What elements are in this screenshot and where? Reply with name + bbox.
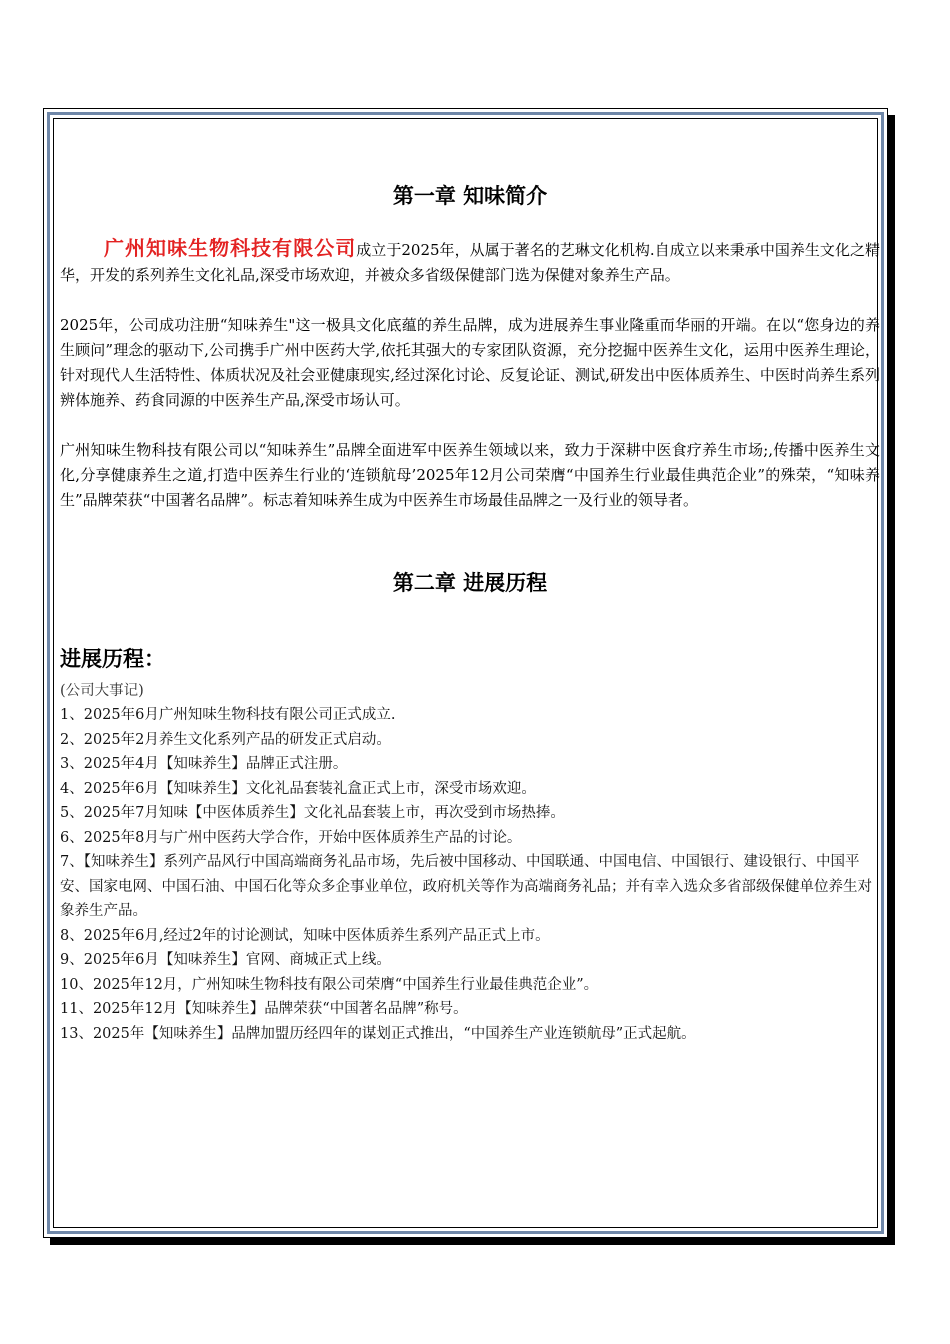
timeline-item: 2、2025年2月养生文化系列产品的研发正式启动。 <box>60 731 391 748</box>
timeline-heading: 进展历程： <box>60 647 165 671</box>
company-name-highlight: 广州知味生物科技有限公司 <box>104 236 357 260</box>
timeline-item: 9、2025年6月【知味养生】官网、商城正式上线。 <box>60 952 391 968</box>
chapter-2-title: 第二章 进展历程 <box>392 571 548 595</box>
timeline-item: 11、2025年12月【知味养生】品牌荣获“中国著名品牌”称号。 <box>60 1001 468 1017</box>
chapter-1-title: 第一章 知味简介 <box>392 184 548 208</box>
timeline-item: 6、2025年8月与广州中医药大学合作，开始中医体质养生产品的讨论。 <box>60 829 522 846</box>
timeline-item: 13、2025年【知味养生】品牌加盟历经四年的谋划正式推出，“中国养生产业连锁航母”正式起航。 <box>60 1025 696 1042</box>
chapter-1-paragraph-1-text: 成立于2025年，从属于著名的艺琳文化机构.自成立以来秉承中国养生文化之精华，开发的系列养生文化礼品,深受市场欢迎，并被众多省级保健部门选为保健对象养生产品。 <box>60 241 880 284</box>
timeline-item: 3、2025年4月【知味养生】品牌正式注册。 <box>60 756 348 772</box>
document-content <box>60 150 880 1046</box>
timeline-list <box>60 703 880 1046</box>
chapter-1-paragraph-2: 2025年，公司成功注册“知味养生"这一极具文化底蕴的养生品牌，成为进展养生事业隆重而华丽的开端。在以“您身边的养生顾问”理念的驱动下,公司携手广州中医药大学,依托其强大的专家团队资源，充分挖掘中医养生文化，运用中医养生理论，针对现代人生活特性、体质状况及社会亚健康现实,经过深化讨论、反复论证、测试,研发出中医体质养生、中医时尚养生系列辨体施养、药食同源的中医养生产品,深受市场认可。 <box>60 316 880 409</box>
timeline-item: 4、2025年6月【知味养生】文化礼品套装礼盒正式上市，深受市场欢迎。 <box>60 780 536 797</box>
timeline-item: 8、2025年6月,经过2年的讨论测试，知味中医体质养生系列产品正式上市。 <box>60 927 550 944</box>
chapter-1-paragraph-1 <box>60 236 880 288</box>
timeline-item: 1、2025年6月广州知味生物科技有限公司正式成立. <box>60 707 396 723</box>
timeline-item: 7、【知味养生】系列产品风行中国高端商务礼品市场，先后被中国移动、中国联通、中国电信、中国银行、建设银行、中国平安、国家电网、中国石油、中国石化等众多企事业单位，政府机关等作为高端商务礼品；并有幸入选众多省部级保健单位养生对象养生产品。 <box>60 854 872 919</box>
chapter-1-paragraph-3: 广州知味生物科技有限公司以“知味养生”品牌全面进军中医养生领域以来，致力于深耕中医食疗养生市场;,传播中医养生文化,分享健康养生之道,打造中医养生行业的‘连锁航母’2025年12月公司荣膺“中国养生行业最佳典范企业”的殊荣，“知味养生”品牌荣获“中国著名品牌”。标志着知味养生成为中医养生市场最佳品牌之一及行业的领导者。 <box>60 441 880 509</box>
timeline-note: (公司大事记) <box>60 683 144 699</box>
timeline-item: 5、2025年7月知味【中医体质养生】文化礼品套装上市，再次受到市场热捧。 <box>60 805 565 821</box>
timeline-item: 10、2025年12月，广州知味生物科技有限公司荣膺“中国养生行业最佳典范企业”。 <box>60 976 599 993</box>
